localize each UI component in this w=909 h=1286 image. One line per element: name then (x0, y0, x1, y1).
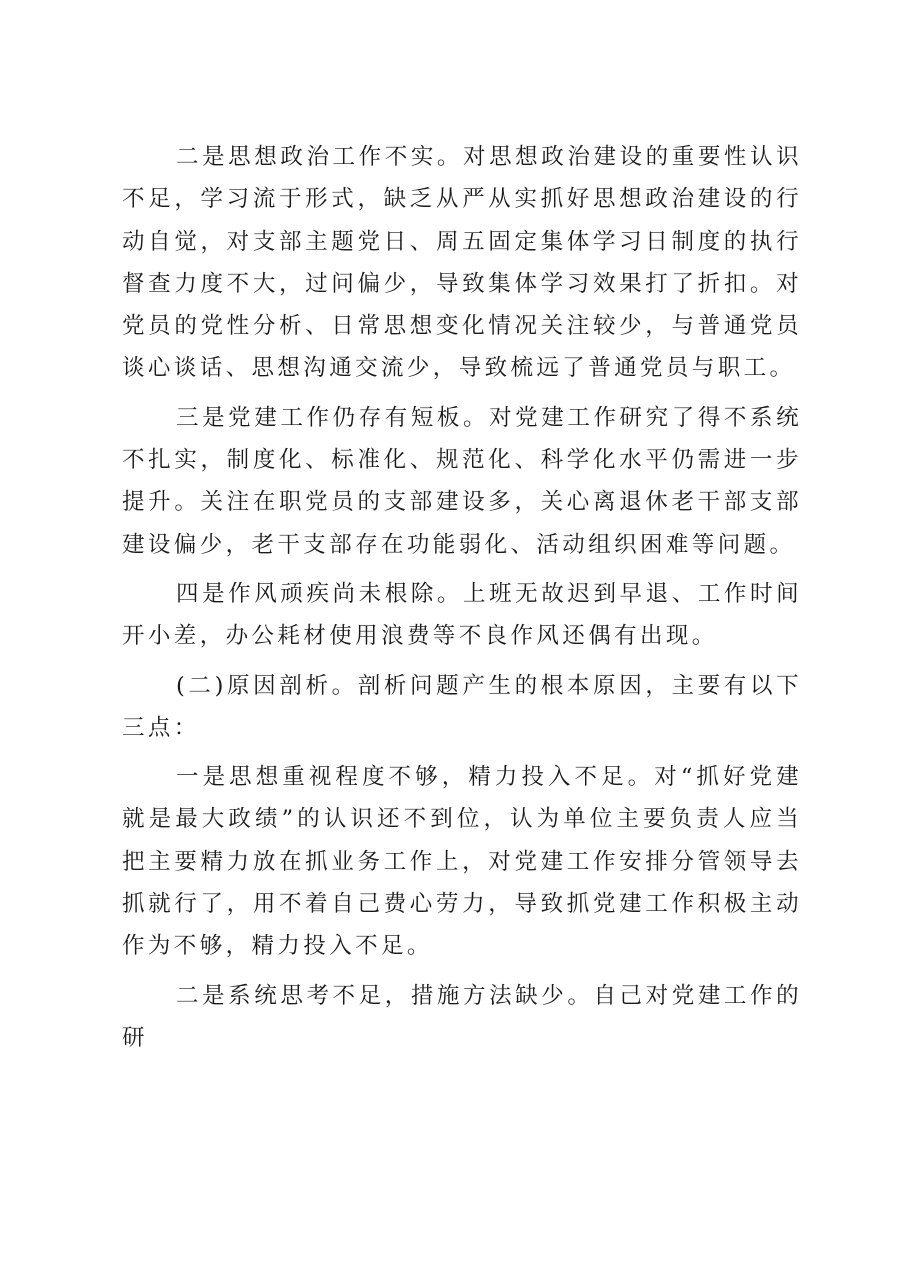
paragraph-lack-of-systematic-thinking: 二是系统思考不足，措施方法缺少。自己对党建工作的研 (122, 982, 802, 1051)
paragraph-work-style: 四是作风顽疾尚未根除。上班无故迟到早退、工作时间开小差，办公耗材使用浪费等不良作风还偶有出现。 (122, 580, 802, 650)
document-body (122, 136, 802, 1066)
paragraph-party-building-shortcomings: 三是党建工作仍存有短板。对党建工作研究了得不系统不扎实，制度化、标准化、规范化、科学化水平仍需进一步提升。关注在职党员的支部建设多，关心离退休老干部支部建设偏少，老干支部存在功能弱化、活动组织困难等问题。 (122, 404, 802, 558)
paragraph-ideological-work: 二是思想政治工作不实。对思想政治建设的重要性认识不足，学习流于形式，缺乏从严从实抓好思想政治建设的行动自觉，对支部主题党日、周五固定集体学习日制度的执行督查力度不大，过问偏少，导致集体学习效果打了折扣。对党员的党性分析、日常思想变化情况关注较少，与普通党员谈心谈话、思想沟通交流少，导致梳远了普通党员与职工。 (122, 144, 802, 382)
paragraph-insufficient-attention: 一是思想重视程度不够，精力投入不足。对“抓好党建就是最大政绩”的认识还不到位，认为单位主要负责人应当把主要精力放在抓业务工作上，对党建工作安排分管领导去抓就行了，用不着自己费心劳力，导致抓党建工作积极主动作为不够，精力投入不足。 (122, 764, 802, 960)
paragraph-cause-analysis-heading: (二)原因剖析。剖析问题产生的根本原因，主要有以下三点： (122, 672, 802, 741)
